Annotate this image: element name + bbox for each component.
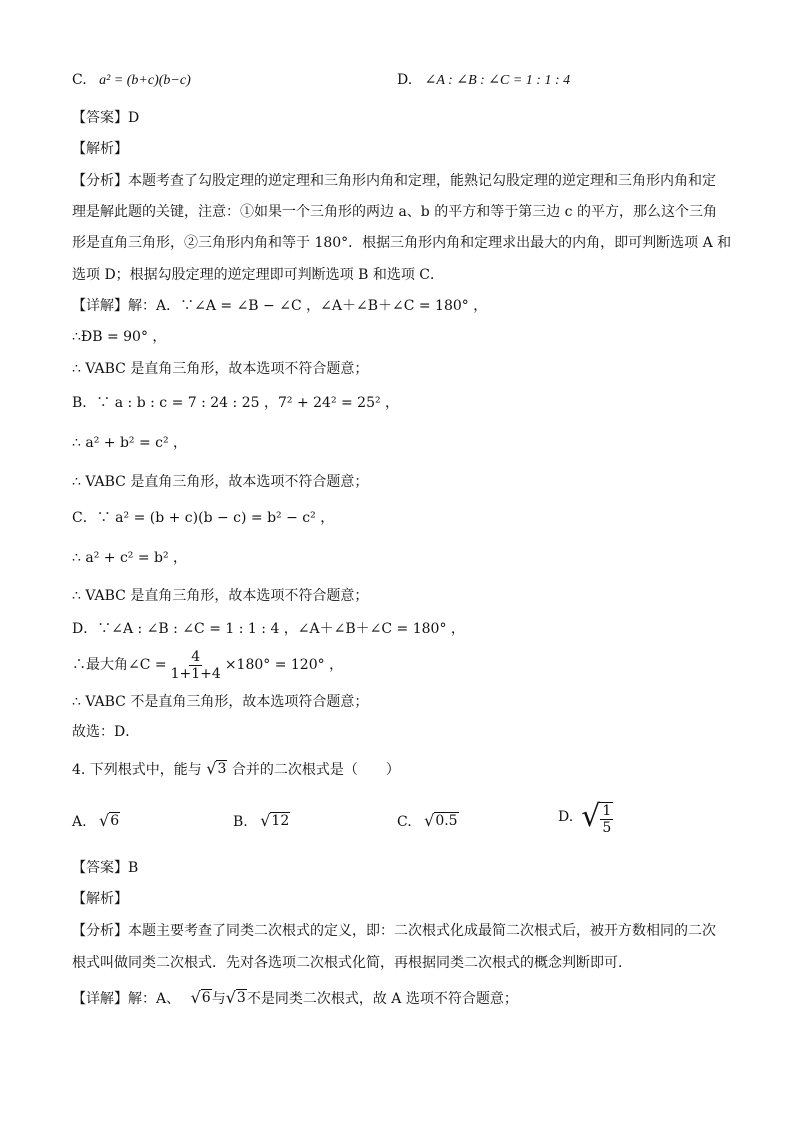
detail-4-line-1: 【详解】解：A、 √ 6 与 √ 3 不是同类二次根式，故 A 选项不符合题意；	[72, 988, 518, 1007]
detail-3-line-7: C．∵ a² = (b + c)(b − c) = b² − c² ，	[72, 510, 335, 526]
sqrt-expression: √ 12	[260, 811, 290, 830]
fenxi-3-line-3: 形是直角三角形，②三角形内角和等于 180°．根据三角形内角和定理求出最大的内角，即可判断选项 A 和	[72, 235, 732, 251]
radical-icon: √	[581, 799, 601, 834]
q4-option-a: A. √ 6	[72, 811, 120, 830]
question-4-stem: 4. 下列根式中，能与 √ 3 合并的二次根式是（ ）	[72, 759, 400, 778]
fenxi-3-line-4: 选项 D；根据勾股定理的逆定理即可判断选项 B 和选项 C．	[72, 267, 445, 283]
fenxi-4-line-1: 【分析】本题主要考查了同类二次根式的定义，即：二次根式化成最简二次根式后，被开方数相同的二次	[72, 923, 716, 939]
fenxi-3-line-2: 理是解此题的关键，注意：①如果一个三角形的两边 a、b 的平方和等于第三边 c 的平方，那么这个三角	[72, 204, 717, 220]
detail-3-line-12: ∴ VABC 不是直角三角形，故本选项符合题意；	[72, 694, 369, 710]
fraction: $\frac{4}{1+1+4}$	[170, 648, 221, 682]
sqrt-expression: √ 6	[190, 988, 211, 1007]
detail-3-line-8: ∴ a² + c² = b² ，	[72, 550, 188, 566]
analysis-tag-4: 【解析】	[72, 891, 128, 907]
option-d: D. ∠A : ∠B : ∠C = 1 : 1 : 4	[397, 72, 571, 88]
detail-3-line-10: D．∵∠A : ∠B : ∠C = 1 : 1 : 4 ，∠A＋∠B＋∠C = 180° ，	[72, 621, 465, 637]
sqrt-expression: √ 0.5	[424, 811, 458, 830]
fenxi-4-line-2: 根式叫做同类二次根式．先对各选项二次根式化简，再根据同类二次根式的概念判断即可．	[72, 955, 632, 971]
detail-3-line-11: ∴最大角∠C = $\frac{4}{1+1+4}$ ×180° = 120° ，	[72, 648, 344, 682]
answer-4: 【答案】B	[72, 860, 139, 876]
sqrt-expression: √ 3	[206, 759, 227, 778]
detail-3-line-2: ∴ÐB = 90° ，	[72, 329, 167, 345]
answer-3: 【答案】D	[72, 110, 140, 126]
q4-option-d: D. √ $\frac{1}{5}$	[558, 799, 612, 836]
radical-icon: √	[190, 988, 201, 1007]
fenxi-3-line-1: 【分析】本题考查了勾股定理的逆定理和三角形内角和定理，能熟记勾股定理的逆定理和三角形内角和定	[72, 173, 716, 189]
sqrt-expression: √ 6	[99, 811, 120, 830]
radical-icon: √	[206, 759, 217, 778]
q4-option-b: B. √ 12	[233, 811, 290, 830]
analysis-tag-3: 【解析】	[72, 141, 128, 157]
detail-3-line-13: 故选：D．	[72, 724, 140, 740]
q4-option-c: C. √ 0.5	[397, 811, 458, 830]
option-c: C. a² = (b+c)(b−c)	[72, 72, 191, 88]
sqrt-fraction: √ $\frac{1}{5}$	[581, 799, 612, 836]
sqrt-expression: √ 3	[225, 988, 246, 1007]
detail-3-line-4: B．∵ a : b : c = 7 : 24 : 25 ，7² + 24² = 25² ，	[72, 395, 400, 411]
detail-3-line-3: ∴ VABC 是直角三角形，故本选项不符合题意；	[72, 361, 369, 377]
detail-3-line-1: 【详解】解：A．∵∠A = ∠B − ∠C ，∠A＋∠B＋∠C = 180° ，	[72, 298, 488, 314]
detail-3-line-6: ∴ VABC 是直角三角形，故本选项不符合题意；	[72, 474, 369, 490]
detail-3-line-5: ∴ a² + b² = c² ，	[72, 435, 188, 451]
radical-icon: √	[225, 988, 236, 1007]
radical-icon: √	[99, 811, 110, 830]
radical-icon: √	[260, 811, 271, 830]
detail-3-line-9: ∴ VABC 是直角三角形，故本选项不符合题意；	[72, 588, 369, 604]
radical-icon: √	[424, 811, 435, 830]
